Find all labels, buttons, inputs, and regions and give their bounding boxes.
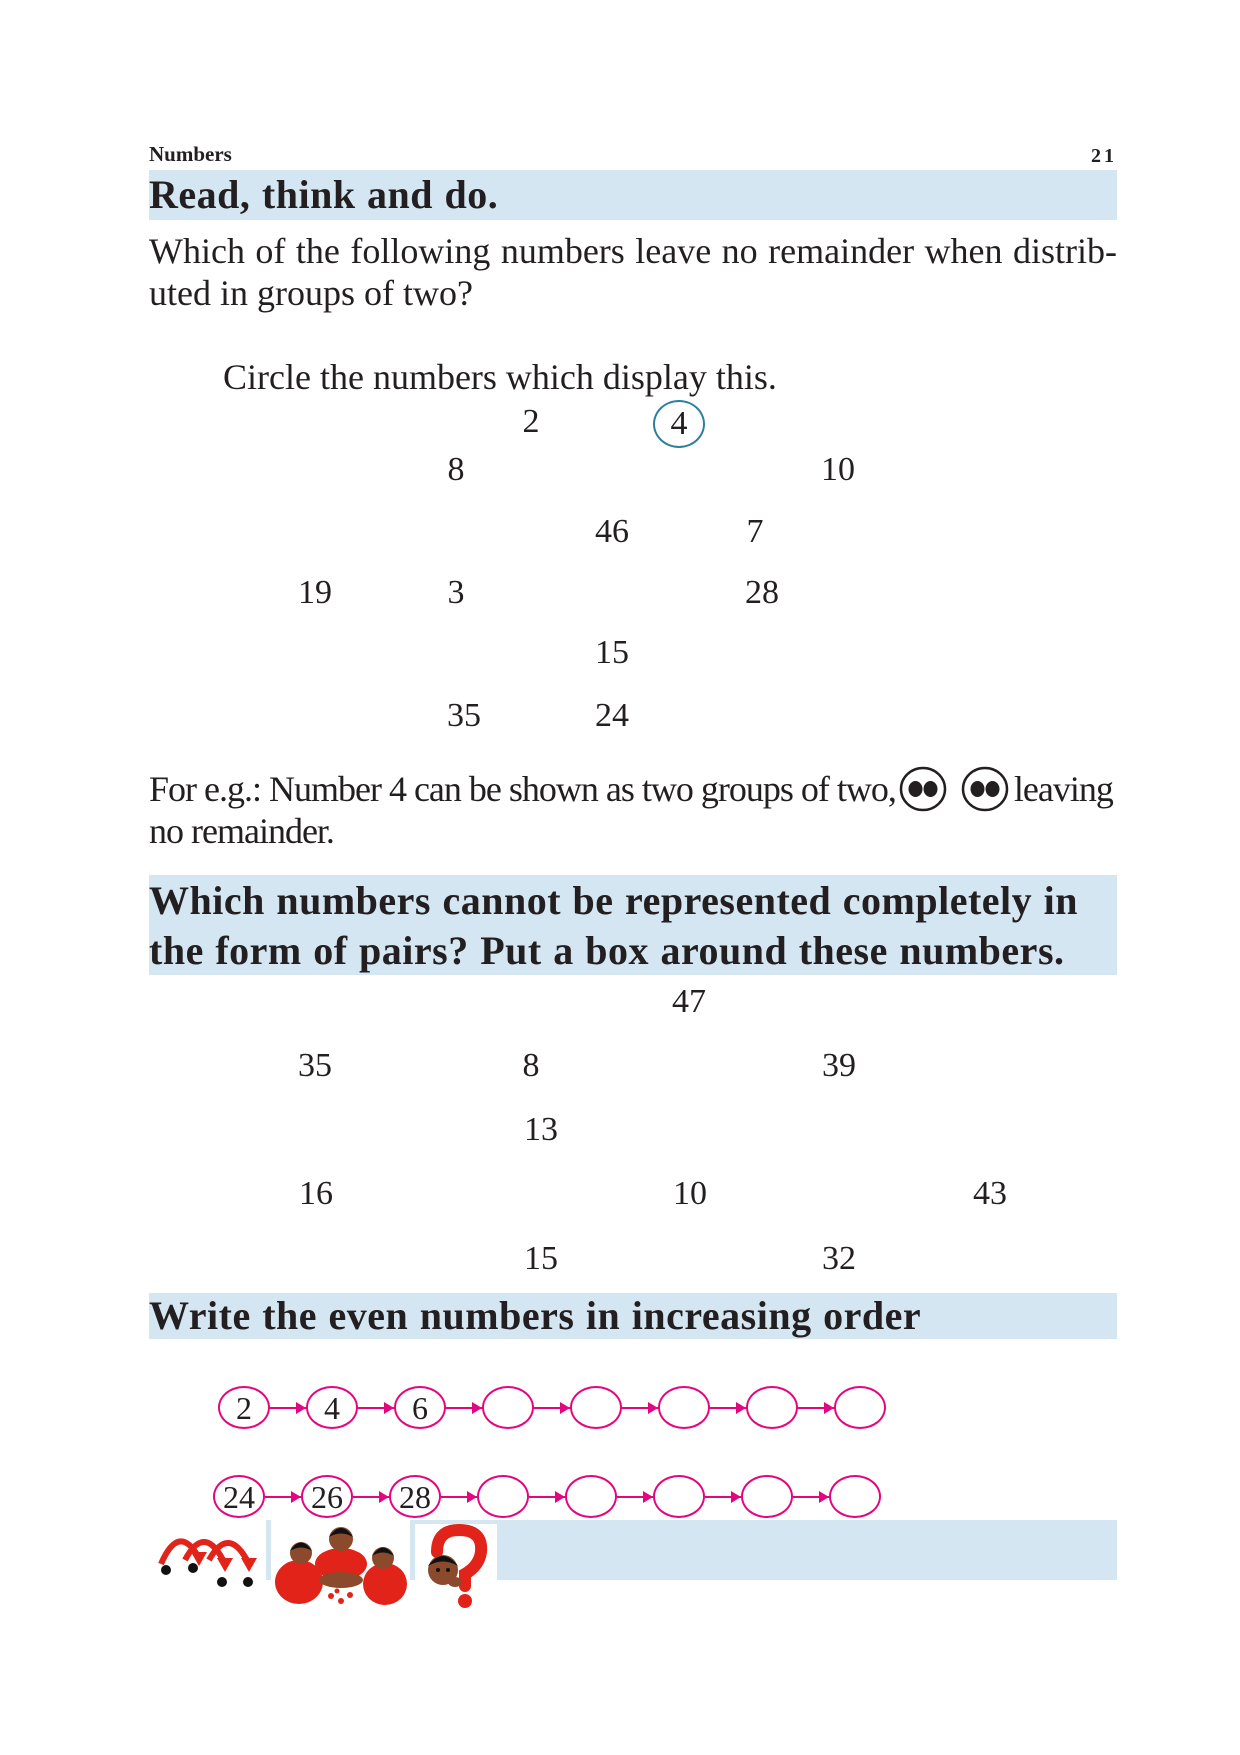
number-item: 2 [522, 403, 540, 440]
blank-number-circle [653, 1475, 705, 1518]
section-heading-band [149, 875, 1117, 975]
filled-number-circle: 26 [301, 1475, 353, 1518]
section-heading: Read, think and do. [149, 172, 499, 217]
arrow-right-icon [446, 1407, 482, 1409]
example-text [149, 764, 1124, 852]
number-item: 13 [524, 1111, 558, 1148]
arrow-right-icon [529, 1496, 565, 1498]
even-number-chain [218, 1386, 886, 1429]
two-dots-in-circle-icon [960, 765, 1010, 813]
number-item: 15 [595, 634, 629, 671]
arrow-right-icon [622, 1407, 658, 1409]
number-item: 39 [822, 1047, 856, 1084]
filled-number-circle: 24 [213, 1475, 265, 1518]
number-item: 47 [672, 983, 706, 1020]
example-line: no remainder. [149, 811, 334, 851]
question-text [149, 230, 1117, 314]
arrow-right-icon [270, 1407, 306, 1409]
arrow-right-icon [265, 1496, 301, 1498]
number-item: 28 [745, 574, 779, 611]
number-item: 10 [821, 451, 855, 488]
number-item: 10 [673, 1175, 707, 1212]
section-heading-band [149, 1293, 1117, 1339]
blank-number-circle [829, 1475, 881, 1518]
number-item: 46 [595, 513, 629, 550]
number-item: 8 [522, 1047, 540, 1084]
filled-number-circle: 2 [218, 1386, 270, 1429]
arrow-right-icon [793, 1496, 829, 1498]
running-head: Numbers [149, 142, 232, 166]
children-sharing-icon [271, 1520, 410, 1609]
filled-number-circle: 4 [306, 1386, 358, 1429]
number-item: 7 [746, 513, 764, 550]
blank-number-circle [477, 1475, 529, 1518]
blank-number-circle [658, 1386, 710, 1429]
page-number: 21 [1091, 145, 1117, 167]
blank-number-circle [482, 1386, 534, 1429]
jumping-arrows-icon [149, 1520, 266, 1592]
arrow-right-icon [710, 1407, 746, 1409]
section-heading-band [149, 170, 1117, 220]
arrow-right-icon [358, 1407, 394, 1409]
section-heading: Write the even numbers in increasing order [149, 1293, 922, 1338]
instruction-text: Circle the numbers which display this. [223, 357, 777, 397]
filled-number-circle: 6 [394, 1386, 446, 1429]
number-item: 35 [447, 697, 481, 734]
number-item: 3 [447, 574, 465, 611]
arrow-right-icon [798, 1407, 834, 1409]
number-item: 32 [822, 1240, 856, 1277]
arrow-right-icon [617, 1496, 653, 1498]
number-item: 24 [595, 697, 629, 734]
number-item: 15 [524, 1240, 558, 1277]
thinking-child-question-icon [415, 1524, 497, 1609]
example-line [149, 764, 1124, 814]
example-sentence: For e.g.: Number 4 can be shown as two groups of two, [149, 769, 896, 809]
arrow-right-icon [353, 1496, 389, 1498]
example-sentence-end: leaving [1013, 769, 1113, 809]
question-line: Which of the following numbers leave no remainder when distrib- [149, 231, 1117, 271]
arrow-right-icon [534, 1407, 570, 1409]
even-number-chain [213, 1475, 881, 1518]
number-item: 19 [298, 574, 332, 611]
arrow-right-icon [441, 1496, 477, 1498]
circled-number: 4 [653, 400, 705, 448]
filled-number-circle: 28 [389, 1475, 441, 1518]
blank-number-circle [565, 1475, 617, 1518]
section-heading-line: the form of pairs? Put a box around these numbers. [149, 928, 1065, 973]
two-dots-in-circle-icon [898, 765, 948, 813]
blank-number-circle [570, 1386, 622, 1429]
number-item: 35 [298, 1047, 332, 1084]
arrow-right-icon [705, 1496, 741, 1498]
blank-number-circle [834, 1386, 886, 1429]
blank-number-circle [746, 1386, 798, 1429]
section-heading-line: Which numbers cannot be represented completely in [149, 878, 1078, 923]
number-item: 8 [447, 451, 465, 488]
blank-number-circle [741, 1475, 793, 1518]
question-line: uted in groups of two? [149, 273, 473, 313]
number-item: 43 [973, 1175, 1007, 1212]
number-item: 16 [299, 1175, 333, 1212]
